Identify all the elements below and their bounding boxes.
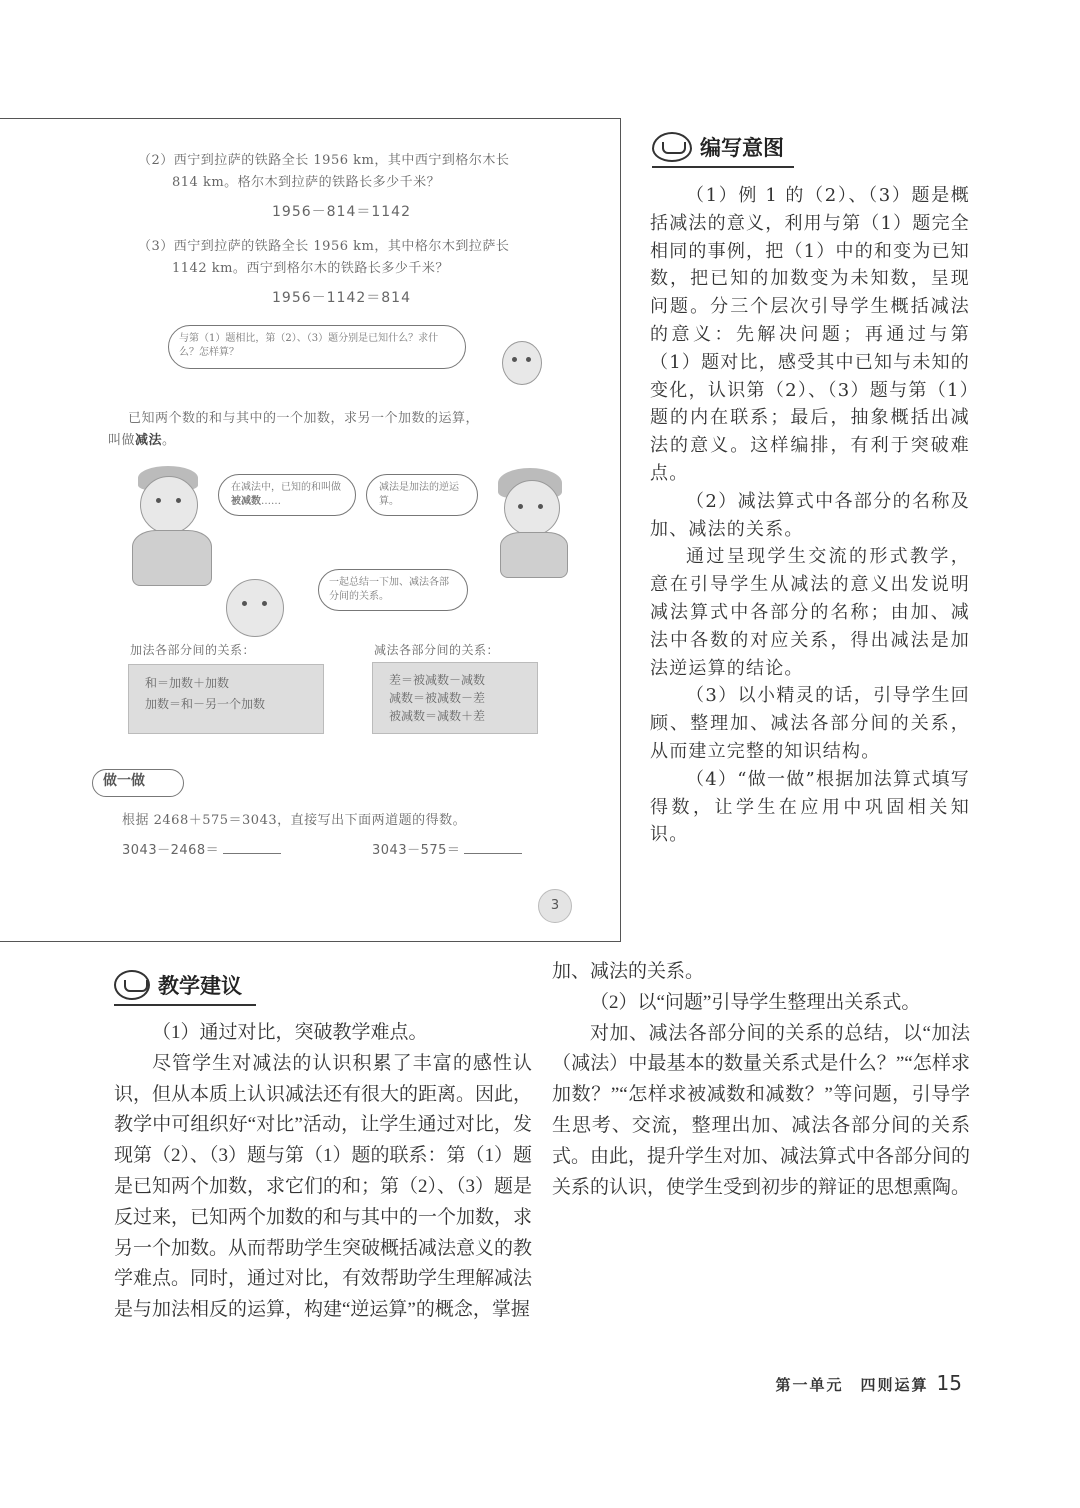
student-figure: [492, 464, 572, 576]
writing-intent-paragraph: （1）例 1 的（2）、（3）题是概括减法的意义，利用与第（1）题完全相同的事例，把（1）中的和变为已知数，把已知的加数变为未知数，呈现问题。分三个层次引导学生概括减法的意义：先解决问题；再通过与第（1）题对比，感受其中已知与未知的变化，认识第（2）、（3）题与第（1）题的内在联系；最后，抽象概括出减法的意义。这样编排，有利于突破难点。: [650, 185, 970, 484]
teaching-advice-paragraph: （1）通过对比，突破教学难点。: [152, 1022, 428, 1043]
equation-2: 1956－814＝1142: [272, 204, 411, 220]
lightbulb-icon: [114, 970, 150, 1000]
definition-line-2: 叫做减法。: [108, 433, 176, 448]
writing-intent-paragraph: （2）减法算式中各部分的名称及加、减法的关系。: [650, 490, 970, 540]
writing-intent-paragraph: （4）“做一做”根据加法算式填写得数，让学生在应用中巩固相关知识。: [650, 768, 970, 846]
elf-figure-top: [496, 331, 546, 391]
textbook-page-number: 3: [538, 889, 572, 923]
elf-figure-middle: [222, 567, 288, 637]
teaching-advice-right-column: [552, 957, 970, 1203]
teaching-advice-paragraph: 尽管学生对减法的认识积累了丰富的感性认识，但从本质上认识减法还有很大的距离。因此，教学中可组织好“对比”活动，让学生通过对比，发现第（2）、（3）题与第（1）题的联系：第（1）题是已知两个加数，求它们的和；第（2）、（3）题是反过来，已知两个加数的和与其中的一个加数，求另一个加数。从而帮助学生突破概括减法意义的教学难点。同时，通过对比，有效帮助学生理解减法是与加法相反的运算，构建“逆运算”的概念，掌握: [114, 1052, 533, 1321]
compare-speech-bubble: [168, 325, 466, 369]
teacher-bubble-term: 被减数: [231, 496, 261, 507]
addition-relation: 和＝加数＋加数: [145, 676, 230, 690]
exercise-item-2: 3043－575＝: [372, 839, 522, 858]
question-2-text: （2）西宁到拉萨的铁路全长 1956 km，其中西宁到格尔木长: [138, 153, 510, 168]
writing-intent-title: 编写意图: [700, 136, 784, 160]
subtraction-relation: 差＝被减数－减数: [389, 673, 486, 687]
exercise-item-1: 3043－2468＝: [122, 839, 281, 858]
teaching-advice-heading: [114, 970, 242, 1000]
answer-blank: [223, 841, 281, 854]
teacher-speech-bubble: 在减法中，已知的和叫做被减数……: [218, 474, 356, 516]
definition-line-1: 已知两个数的和与其中的一个加数，求另一个加数的运算，: [128, 411, 480, 426]
page-number: 15: [936, 1371, 962, 1395]
equation-3: 1956－1142＝814: [272, 290, 411, 306]
teaching-advice-title: 教学建议: [158, 974, 242, 998]
book-icon: [652, 132, 692, 162]
teaching-advice-left-column: [114, 1018, 532, 1326]
page-footer: [776, 1371, 962, 1395]
question-3-text: （3）西宁到拉萨的铁路全长 1956 km，其中格尔木到拉萨长: [138, 239, 510, 254]
writing-intent-heading: [652, 132, 784, 162]
teaching-advice-paragraph: （2）以“问题”引导学生整理出关系式。: [590, 991, 921, 1013]
teacher-figure: [124, 464, 216, 584]
subtraction-relation: 减数＝被减数－差: [389, 691, 486, 705]
question-2-text-cont: 814 km。格尔木到拉萨的铁路长多少千米？: [172, 175, 441, 190]
writing-intent-paragraph: （3）以小精灵的话，引导学生回顾、整理加、减法各部分间的关系，从而建立完整的知识结构。: [650, 685, 970, 762]
addition-relation: 加数＝和－另一个加数: [145, 697, 266, 711]
elf-speech-bubble: 一起总结一下加、减法各部分间的关系。: [318, 569, 468, 611]
zuoyizuo-label: 做一做: [92, 769, 184, 797]
question-3-text-cont: 1142 km。西宁到格尔木的铁路长多少千米？: [172, 261, 449, 276]
addition-relations-box: [128, 664, 324, 734]
compare-bubble-text: 与第（1）题相比，第（2）、（3）题分别是已知什么？求什么？怎样算？: [179, 333, 439, 358]
subtraction-relations-label: 减法各部分间的关系：: [374, 643, 500, 657]
writing-intent-paragraph: 通过呈现学生交流的形式教学，意在引导学生从减法的意义出发说明减法算式中各部分的名称；由加、减法中各数的对应关系，得出减法是加法逆运算的结论。: [650, 546, 970, 679]
answer-blank: [464, 841, 522, 854]
teaching-advice-paragraph: 加、减法的关系。: [552, 961, 705, 982]
exercise-instruction: 根据 2468＋575＝3043，直接写出下面两道题的得数。: [122, 813, 467, 828]
definition-term: 减法: [135, 433, 163, 448]
subtraction-relations-box: [372, 662, 538, 734]
teaching-advice-paragraph: 对加、减法各部分间的关系的总结，以“加法（减法）中最基本的数量关系式是什么？”“怎样求加数？”“怎样求被减数和减数？”等问题，引导学生思考、交流，整理出加、减法各部分间的关系式。由此，提升学生对加、减法算式中各部分间的关系的认识，使学生受到初步的辩证的思想熏陶。: [552, 1022, 971, 1198]
addition-relations-label: 加法各部分间的关系：: [130, 643, 256, 657]
writing-intent-column: [650, 182, 970, 849]
student-speech-bubble: 减法是加法的逆运算。: [366, 474, 478, 516]
textbook-excerpt-panel: [0, 118, 621, 942]
chapter-title: 第一单元 四则运算: [775, 1376, 929, 1394]
subtraction-relation: 被减数＝减数＋差: [389, 709, 486, 723]
